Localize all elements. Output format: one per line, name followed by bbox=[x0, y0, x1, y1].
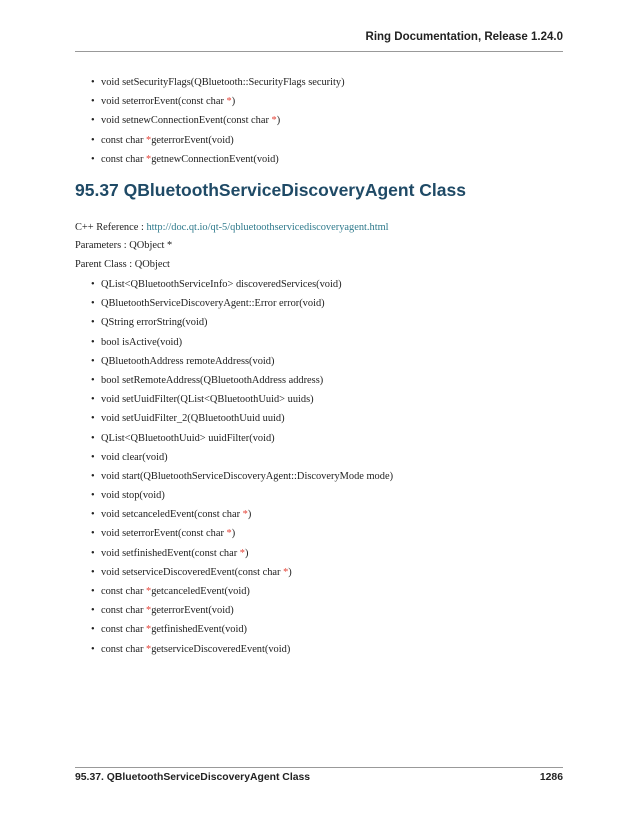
list-item bbox=[75, 73, 563, 92]
list-item bbox=[75, 371, 563, 390]
method-text: void setUuidFilter(QList<QBluetoothUuid> uuids) bbox=[101, 394, 314, 406]
pointer-star: * bbox=[239, 547, 245, 559]
method-text-tail: getcanceledEvent(void) bbox=[151, 586, 250, 597]
pointer-star: * bbox=[146, 153, 152, 165]
list-item bbox=[75, 467, 563, 486]
method-text: void setcanceledEvent(const char bbox=[101, 509, 243, 521]
list-item bbox=[75, 505, 563, 524]
list-item bbox=[75, 313, 563, 332]
method-text: bool setRemoteAddress(QBluetoothAddress address) bbox=[101, 374, 324, 386]
previous-class-method-list bbox=[75, 73, 563, 169]
method-text: void setSecurityFlags(QBluetooth::SecurityFlags security) bbox=[101, 77, 345, 88]
cpp-reference-link[interactable]: http://doc.qt.io/qt-5/qbluetoothservicediscoveryagent.html bbox=[146, 222, 389, 233]
list-item bbox=[75, 294, 563, 313]
parent-class-line: Parent Class : QObject bbox=[75, 259, 170, 270]
page-number: 1286 bbox=[539, 772, 563, 783]
method-text: void clear(void) bbox=[101, 451, 168, 463]
list-item bbox=[75, 524, 563, 543]
method-text: void seterrorEvent(const char bbox=[101, 528, 227, 540]
pointer-star: * bbox=[226, 528, 232, 540]
list-item bbox=[75, 92, 563, 111]
list-item bbox=[75, 275, 563, 294]
list-item bbox=[75, 111, 563, 130]
list-item bbox=[75, 582, 563, 601]
method-text: QBluetoothServiceDiscoveryAgent::Error error(void) bbox=[101, 298, 325, 310]
method-text-tail: ) bbox=[247, 509, 252, 521]
cpp-reference-label: C++ Reference : bbox=[75, 222, 147, 233]
list-item bbox=[75, 333, 563, 352]
method-text: QString errorString(void) bbox=[101, 317, 208, 329]
pointer-star: * bbox=[226, 96, 232, 108]
list-item bbox=[75, 544, 563, 563]
pointer-star: * bbox=[146, 643, 152, 655]
method-text: const char bbox=[101, 643, 147, 655]
method-text: const char bbox=[101, 624, 147, 636]
list-item bbox=[75, 448, 563, 467]
footer-section: 95.37. QBluetoothServiceDiscoveryAgent Class bbox=[75, 772, 311, 783]
method-text: const char bbox=[101, 605, 147, 617]
section-heading: 95.37 QBluetoothServiceDiscoveryAgent Class bbox=[75, 180, 466, 200]
method-text: QList<QBluetoothServiceInfo> discoveredServices(void) bbox=[101, 279, 342, 290]
list-item bbox=[75, 601, 563, 620]
method-text: bool isActive(void) bbox=[101, 336, 183, 348]
method-text-tail: ) bbox=[245, 547, 249, 559]
method-text: QList<QBluetoothUuid> uuidFilter(void) bbox=[101, 432, 275, 444]
method-text-tail: ) bbox=[231, 528, 236, 540]
pointer-star: * bbox=[242, 509, 248, 521]
method-text: void start(QBluetoothServiceDiscoveryAgent::DiscoveryMode mode) bbox=[101, 470, 394, 482]
header-title: Ring Documentation, Release 1.24.0 bbox=[365, 31, 563, 43]
method-text: const char bbox=[101, 586, 147, 597]
method-text: void setUuidFilter_2(QBluetoothUuid uuid) bbox=[101, 413, 285, 425]
cpp-reference-line bbox=[75, 221, 563, 235]
method-text-tail: ) bbox=[276, 115, 281, 127]
method-text-tail: geterrorEvent(void) bbox=[151, 605, 234, 617]
method-text-tail: ) bbox=[288, 566, 292, 578]
page-header bbox=[75, 31, 563, 52]
method-text: QBluetoothAddress remoteAddress(void) bbox=[101, 355, 275, 367]
method-text-tail: getserviceDiscoveredEvent(void) bbox=[151, 643, 291, 655]
pointer-star: * bbox=[146, 605, 152, 617]
method-text-tail: getfinishedEvent(void) bbox=[151, 624, 248, 636]
list-item bbox=[75, 390, 563, 409]
method-text: void setnewConnectionEvent(const char bbox=[101, 115, 272, 127]
list-item bbox=[75, 429, 563, 448]
list-item bbox=[75, 131, 563, 150]
method-text-tail: geterrorEvent(void) bbox=[151, 134, 234, 146]
method-text-tail: getnewConnectionEvent(void) bbox=[151, 153, 279, 165]
list-item bbox=[75, 640, 563, 659]
pointer-star: * bbox=[146, 134, 152, 146]
method-list bbox=[75, 275, 563, 659]
method-text: const char bbox=[101, 153, 147, 165]
list-item bbox=[75, 352, 563, 371]
pointer-star: * bbox=[283, 566, 289, 578]
page-footer bbox=[75, 767, 563, 783]
method-text: void setfinishedEvent(const char bbox=[101, 547, 240, 559]
method-text: void stop(void) bbox=[101, 490, 165, 502]
method-text: const char bbox=[101, 134, 147, 146]
method-text: void seterrorEvent(const char bbox=[101, 96, 227, 108]
list-item bbox=[75, 563, 563, 582]
parameters-line: Parameters : QObject * bbox=[75, 240, 173, 251]
list-item bbox=[75, 486, 563, 505]
pointer-star: * bbox=[271, 115, 277, 127]
list-item bbox=[75, 150, 563, 169]
list-item bbox=[75, 620, 563, 639]
pointer-star: * bbox=[146, 624, 152, 636]
list-item bbox=[75, 409, 563, 428]
method-text-tail: ) bbox=[231, 96, 236, 108]
pointer-star: * bbox=[146, 586, 152, 597]
method-text: void setserviceDiscoveredEvent(const char bbox=[101, 566, 284, 578]
